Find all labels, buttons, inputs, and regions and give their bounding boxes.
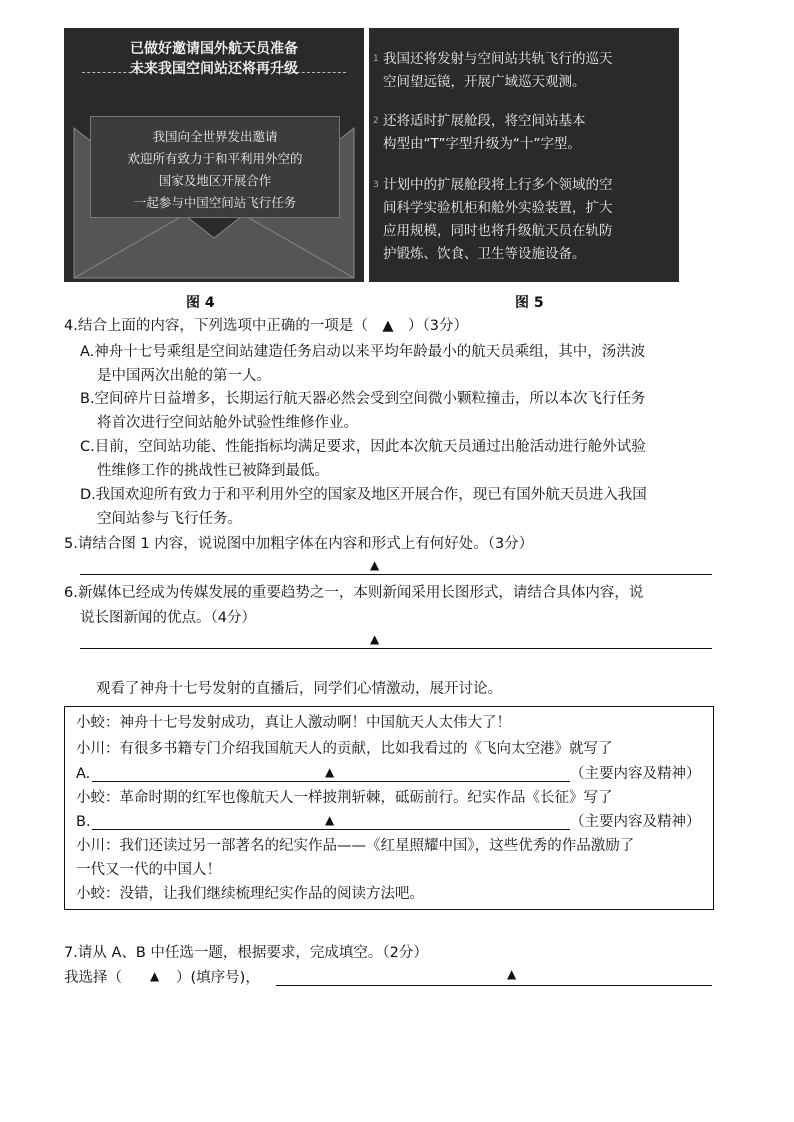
answer-marker: ▲ xyxy=(370,632,380,646)
figure-4-image xyxy=(64,28,364,282)
question-5-stem: 5.请结合图 1 内容，说说图中加粗字体在内容和形式上有何好处。（3分） xyxy=(64,536,534,552)
dialogue-line: 小蛟：神舟十七号发射成功，真让人激动啊！中国航天人太伟大了！ xyxy=(76,715,511,731)
blank-a-label: A. xyxy=(76,766,91,782)
dialogue-line: 小川：有很多书籍专门介绍我国航天人的贡献，比如我看过的《飞向太空港》就写了 xyxy=(76,741,613,757)
choose-suffix: ）(填序号)， xyxy=(176,970,260,986)
item-line: 还将适时扩展舱段，将空间站基本 xyxy=(383,113,586,129)
figure-4-heading-line1: 已做好邀请国外航天员准备 xyxy=(130,41,298,57)
answer-line[interactable] xyxy=(80,648,712,649)
item-line: 空间望远镜，开展广域巡天观测。 xyxy=(383,74,586,90)
answer-marker: ▲ xyxy=(325,765,335,779)
item-number: 2 xyxy=(373,116,379,126)
card-line: 欢迎所有致力于和平利用外空的 xyxy=(127,151,303,166)
option-b-line1: B.空间碎片日益增多，长期运行航天器必然会受到空间微小颗粒撞击，所以本次飞行任务 xyxy=(80,391,646,407)
dialogue-line: 小蛟：革命时期的红军也像航天人一样披荆斩棘，砥砺前行。纪实作品《长征》写了 xyxy=(76,790,613,806)
answer-marker: ▲ xyxy=(507,967,517,981)
item-number: 1 xyxy=(373,54,379,64)
figure-5-item xyxy=(373,48,667,94)
figure-5-item xyxy=(373,110,667,156)
option-a-line1: A.神舟十七号乘组是空间站建造任务启动以来平均年龄最小的航天员乘组，其中，汤洪波 xyxy=(80,344,646,360)
dialogue-line: 一代又一代的中国人！ xyxy=(76,862,221,878)
question-7-stem: 7.请从 A、B 中任选一题，根据要求，完成填空。（2分） xyxy=(64,945,428,961)
answer-marker: ▲ xyxy=(325,813,335,827)
option-d-line2: 空间站参与飞行任务。 xyxy=(97,511,242,527)
figure-5-caption: 图 5 xyxy=(515,295,544,311)
answer-line[interactable] xyxy=(80,574,712,575)
blank-b-input[interactable] xyxy=(92,829,570,830)
discussion-intro: 观看了神舟十七号发射的直播后，同学们心情激动，展开讨论。 xyxy=(96,681,502,697)
figure-5-image xyxy=(369,28,679,282)
blank-a-suffix: （主要内容及精神） xyxy=(570,766,701,782)
item-line: 构型由“T”字型升级为“十”字型。 xyxy=(383,136,581,152)
question-6-line1: 6.新媒体已经成为传媒发展的重要趋势之一，本则新闻采用长图形式，请结合具体内容，说 xyxy=(64,585,644,601)
item-line: 间科学实验机柜和舱外实验装置，扩大 xyxy=(383,200,613,216)
answer-line[interactable] xyxy=(276,985,712,986)
item-line: 计划中的扩展舱段将上行多个领域的空 xyxy=(383,177,613,193)
option-d-line1: D.我国欢迎所有致力于和平利用外空的国家及地区开展合作，现已有国外航天员进入我国 xyxy=(80,487,647,503)
dialogue-line: 小川：我们还读过另一部著名的纪实作品——《红星照耀中国》，这些优秀的作品激励了 xyxy=(76,838,635,854)
figure-4-heading-line2: 未来我国空间站还将再升级 xyxy=(130,61,298,77)
answer-marker: ▲ xyxy=(370,558,380,572)
item-number: 3 xyxy=(373,180,379,190)
invitation-card xyxy=(90,116,340,218)
dialogue-line: 小蛟：没错，让我们继续梳理纪实作品的阅读方法吧。 xyxy=(76,886,424,902)
option-c-line2: 性维修工作的挑战性已被降到最低。 xyxy=(97,463,329,479)
blank-b-suffix: （主要内容及精神） xyxy=(570,814,701,830)
question-4-stem: 4.结合上面的内容，下列选项中正确的一项是（ ▲ ）（3分） xyxy=(64,318,468,334)
blank-a-input[interactable] xyxy=(92,781,570,782)
figure-5-item xyxy=(373,174,667,266)
option-c-line1: C.目前，空间站功能、性能指标均满足要求，因此本次航天员通过出舱活动进行舱外试验 xyxy=(80,439,646,455)
choose-prefix: 我选择（ xyxy=(64,970,122,986)
card-line: 国家及地区开展合作 xyxy=(158,173,272,188)
choice-marker[interactable]: ▲ xyxy=(150,969,160,983)
card-line: 我国向全世界发出邀请 xyxy=(152,129,278,144)
blank-b-label: B. xyxy=(76,814,91,830)
option-b-line2: 将首次进行空间站舱外试验性维修作业。 xyxy=(97,415,358,431)
question-6-line2: 说长图新闻的优点。（4分） xyxy=(80,610,256,626)
option-a-line2: 是中国两次出舱的第一人。 xyxy=(97,368,271,384)
card-line: 一起参与中国空间站飞行任务 xyxy=(133,195,297,210)
item-line: 应用规模，同时也将升级航天员在轨防 xyxy=(383,223,613,239)
item-line: 我国还将发射与空间站共轨飞行的巡天 xyxy=(383,51,613,67)
item-line: 护锻炼、饮食、卫生等设施设备。 xyxy=(383,246,586,262)
figure-4-caption: 图 4 xyxy=(186,295,215,311)
